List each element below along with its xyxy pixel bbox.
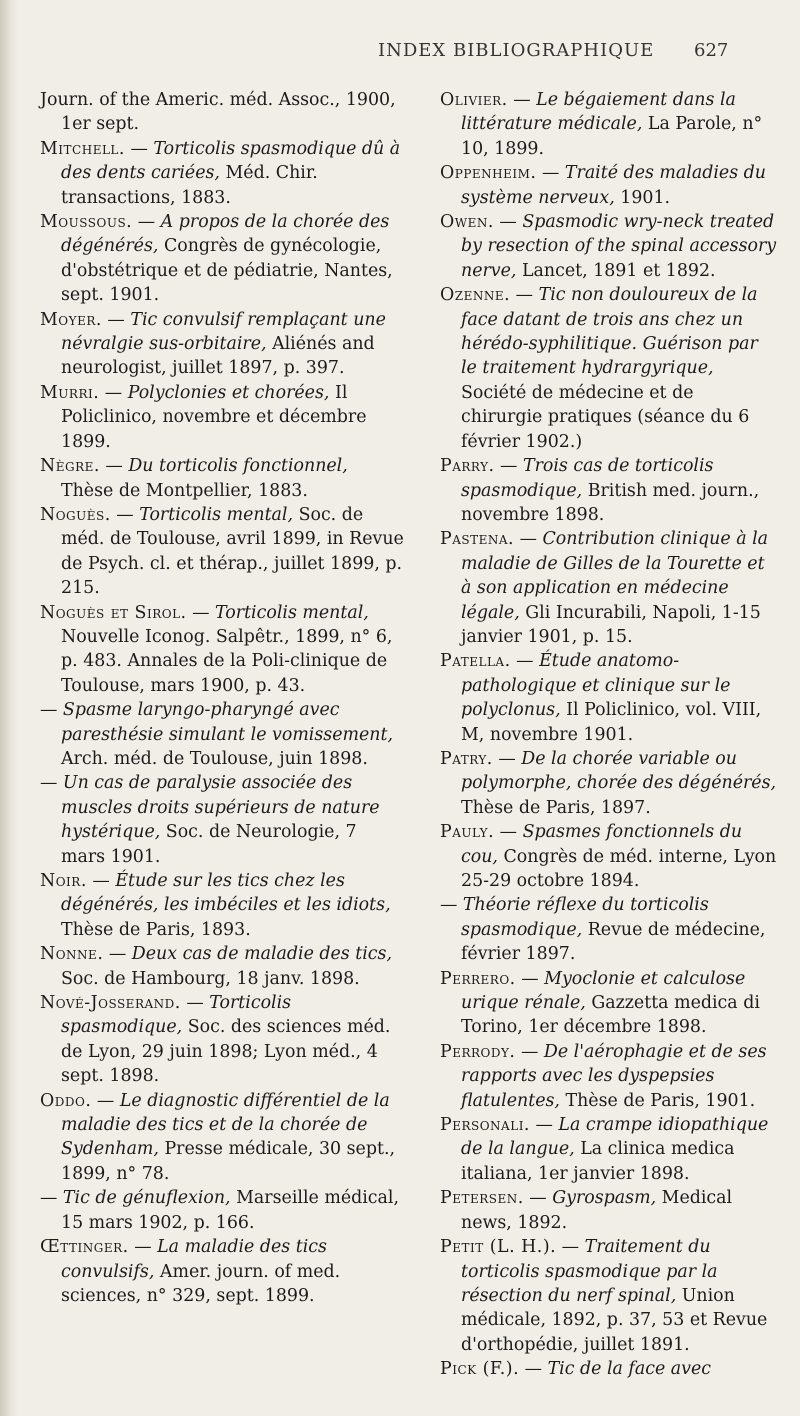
entry-title: Tic convulsif remplaçant une névralgie sus-orbitaire, (61, 309, 386, 355)
entry-title: Tic non douloureux de la face datant de trois ans chez un hérédo-syphilitique. Guérison par le traitement hydrargyrique, (461, 285, 758, 379)
bibliography-entry: Murri. — Polyclonies et chorées, Il Policlinico, novembre et décembre 1899. (40, 382, 367, 452)
entry-title: Un cas de paralysie associée des muscles droits supérieurs de nature hystérique, (61, 773, 380, 843)
entry-publication: Union médicale, 1892, p. 37, 53 et Revue d'orthopédie, juillet 1891. (461, 1285, 768, 1355)
left-column (40, 88, 405, 1308)
entry-author: Parry. (440, 456, 495, 477)
entry-title: Le diagnostic différentiel de la maladie des tics et de la chorée de Sydenham, (61, 1090, 390, 1160)
entry-title: Contribution clinique à la maladie de Gilles de la Tourette et à son application en médecine légale, (461, 529, 769, 623)
bibliography-entry: Moussous. — A propos de la chorée des dégénérés, Congrès de gynécologie, d'obstétrique et de pédiatrie, Nantes, sept. 1901. (40, 212, 393, 306)
bibliography-entry: Pick (F.). — Tic de la face avec (440, 1359, 711, 1380)
entry-author: Moyer. (40, 309, 102, 330)
entry-publication: Nouvelle Iconog. Salpêtr., 1899, n° 6, p. 483. Annales de la Poli-clinique de Toulouse, mars 1900, p. 43. (61, 626, 393, 696)
entry-author: Nové-Josserand. (40, 993, 181, 1014)
entry-publication: Lancet, 1891 et 1892. (521, 260, 716, 281)
entry-publication: Amer. journ. of med. sciences, n° 329, sept. 1899. (61, 1261, 341, 1306)
right-column (440, 88, 778, 1382)
bibliography-entry (40, 1186, 405, 1235)
bibliography-entry: Nové-Josserand. — Torticolis spasmodique, Soc. des sciences méd. de Lyon, 29 juin 1898; Lyon méd., 4 sept. 1898. (40, 993, 391, 1087)
entry-author: Patry. (440, 748, 493, 769)
entry-author: Olivier. (440, 90, 508, 110)
entry-publication: Marseille médical, 15 mars 1902, p. 166. (61, 1188, 400, 1233)
entry-publication: Congrès de méd. interne, Lyon 25-29 octobre 1894. (461, 846, 777, 891)
bibliography-entry: Olivier. — Le bégaiement dans la littérature médicale, La Parole, n° 10, 1899. (440, 90, 763, 159)
entry-author: Pastena. (440, 529, 515, 550)
entry-author: Noguès et Sirol. (40, 602, 187, 623)
entry-author: Mitchell. (40, 138, 125, 159)
entry-dash: — (40, 1188, 58, 1209)
entry-publication: Soc. de méd. de Toulouse, avril 1899, in Revue de Psych. cl. et thérap., juillet 1899, p. 215. (61, 504, 404, 599)
entry-author: Oddo. (40, 1090, 92, 1111)
entry-title: Torticolis spasmodique, (61, 993, 292, 1038)
entry-title: Torticolis spasmodique dû à des dents cariées, (61, 138, 401, 184)
bibliography-entry: Noguès et Sirol. — Torticolis mental, Nouvelle Iconog. Salpêtr., 1899, n° 6, p. 483. Annales de la Poli-clinique de Toulouse, mars 1900, p. 43. (40, 602, 393, 696)
entry-title: Polyclonies et chorées, (127, 382, 330, 403)
bibliography-entry: Pauly. — Spasmes fonctionnels du cou, Congrès de méd. interne, Lyon 25-29 octobre 1894. (440, 822, 777, 891)
entry-publication: Revue de médecine, février 1897. (461, 919, 766, 965)
entry-author: Ozenne. (440, 285, 511, 306)
entry-author: Nonne. (40, 944, 104, 965)
entry-publication: Gli Incurabili, Napoli, 1-15 janvier 1901, p. 15. (461, 602, 761, 647)
entry-title: La crampe idiopathique de la langue, (461, 1115, 769, 1160)
entry-title: Tic de génuflexion, (62, 1188, 231, 1209)
entry-publication: Presse médicale, 30 sept., 1899, n° 78. (61, 1139, 396, 1184)
entry-publication: Soc. de Hambourg, 18 janv. 1898. (61, 968, 360, 989)
entry-publication: Thèse de Paris, 1897. (461, 797, 651, 818)
bibliography-entry: Patry. — De la chorée variable ou polymorphe, chorée des dégénérés, Thèse de Paris, 1897. (440, 748, 777, 818)
entry-publication: Il Policlinico, novembre et décembre 1899. (61, 382, 367, 452)
entry-publication: Thèse de Paris, 1893. (61, 919, 251, 940)
entry-author: Noir. (40, 871, 87, 891)
entry-title: De la chorée variable ou polymorphe, chorée des dégénérés, (461, 748, 777, 794)
entry-publication: Soc. de Neurologie, 7 mars 1901. (61, 822, 357, 867)
entry-title: Du torticolis fonctionnel, (128, 456, 348, 477)
entry-title: Myoclonie et calculose urique rénale, (461, 968, 746, 1014)
entry-title: Spasmodic wry-neck treated by resection of the spinal accessory nerve, (461, 212, 777, 281)
page-binding-shadow (0, 0, 18, 1416)
entry-title: A propos de la chorée des dégénérés, (61, 212, 390, 257)
entry-publication: Aliénés and neurologist, juillet 1897, p. 397. (61, 334, 375, 379)
entry-title: Théorie réflexe du torticolis spasmodique, (461, 895, 709, 940)
page-number: 627 (694, 40, 729, 61)
entry-publication: 1901. (620, 187, 671, 208)
entry-title: Traité des maladies du système nerveux, (461, 163, 766, 208)
entry-author: Pauly. (440, 822, 495, 843)
bibliography-entry: Moyer. — Tic convulsif remplaçant une névralgie sus-orbitaire, Aliénés and neurologist, juillet 1897, p. 397. (40, 309, 386, 379)
bibliography-entry (40, 88, 405, 137)
bibliography-entry: Pastena. — Contribution clinique à la maladie de Gilles de la Tourette et à son application en médecine légale, Gli Incurabili, Napoli, 1-15 janvier 1901, p. 15. (440, 529, 769, 647)
entry-dash: — (440, 895, 458, 916)
entry-author: Moussous. (40, 212, 133, 233)
entry-author: Murri. (40, 382, 100, 403)
entry-publication: Medical news, 1892. (461, 1188, 733, 1233)
bibliography-entry: Petersen. — Gyrospasm, Medical news, 1892. (440, 1188, 733, 1233)
entry-title: Spasmes fonctionnels du cou, (461, 822, 743, 867)
bibliography-entry: Œttinger. — La maladie des tics convulsifs, Amer. journ. of med. sciences, n° 329, sept. 1899. (40, 1237, 341, 1306)
entry-title: Torticolis mental, (215, 602, 369, 623)
entry-publication: Thèse de Montpellier, 1883. (61, 480, 308, 501)
entry-title: De l'aérophagie et de ses rapports avec les dyspepsies flatulentes, (461, 1041, 767, 1111)
entry-author: Perrero. (440, 968, 516, 989)
bibliography-entry: Perrody. — De l'aérophagie et de ses rapports avec les dyspepsies flatulentes, Thèse de Paris, 1901. (440, 1041, 767, 1111)
bibliography-entry: Mitchell. — Torticolis spasmodique dû à des dents cariées, Méd. Chir. transactions, 1883. (40, 138, 401, 208)
entry-title: Torticolis mental, (139, 504, 294, 525)
entry-title: Traitement du torticolis spasmodique par la résection du nerf spinal, (461, 1237, 718, 1306)
entry-author: Patella. (440, 651, 511, 672)
entry-author: Œttinger. (40, 1237, 129, 1258)
entry-author: Oppenheim. (440, 163, 537, 184)
entry-publication: Société de médecine et de chirurgie pratiques (séance du 6 février 1902.) (461, 382, 750, 452)
bibliography-entry: Nonne. — Deux cas de maladie des tics, Soc. de Hambourg, 18 janv. 1898. (40, 944, 393, 989)
entry-author: Petit (L. H.). (440, 1237, 557, 1258)
entry-title: Le bégaiement dans la littérature médicale, (461, 90, 736, 135)
entry-publication: Méd. Chir. transactions, 1883. (61, 163, 318, 208)
entry-publication: Congrès de gynécologie, d'obstétrique et de pédiatrie, Nantes, sept. 1901. (61, 236, 393, 306)
entry-publication: Journ. of the Americ. méd. Assoc., 1900, 1er sept. (40, 90, 396, 135)
entry-author: Owen. (440, 212, 494, 233)
bibliography-entry: Oppenheim. — Traité des maladies du système nerveux, 1901. (440, 163, 766, 208)
entry-title: Tic de la face avec (547, 1359, 711, 1380)
running-header (0, 32, 800, 72)
entry-publication: La Parole, n° 10, 1899. (461, 114, 763, 159)
bibliography-entry: Patella. — Étude anatomo-pathologique et clinique sur le polyclonus, Il Policlinico, vol. VIII, M, novembre 1901. (440, 651, 762, 745)
entry-title: Étude sur les tics chez les dégénérés, les imbéciles et les idiots, (61, 871, 391, 916)
bibliography-entry: Oddo. — Le diagnostic différentiel de la maladie des tics et de la chorée de Sydenham, Presse médicale, 30 sept., 1899, n° 78. (40, 1090, 396, 1184)
entry-author: Pick (F.). (440, 1359, 520, 1380)
bibliography-entry: Owen. — Spasmodic wry-neck treated by resection of the spinal accessory nerve, Lancet, 1891 et 1892. (440, 212, 777, 281)
entry-author: Perrody. (440, 1041, 516, 1062)
entry-dash: — (40, 773, 58, 794)
bibliography-entry: Nègre. — Du torticolis fonctionnel, Thèse de Montpellier, 1883. (40, 456, 348, 501)
bibliography-entry (440, 893, 778, 966)
entry-title: Gyrospasm, (552, 1188, 657, 1209)
bibliography-entry (40, 698, 405, 771)
entry-author: Noguès. (40, 504, 111, 525)
entry-publication: Arch. méd. de Toulouse, juin 1898. (61, 748, 368, 769)
entry-title: La maladie des tics convulsifs, (61, 1237, 327, 1282)
entry-publication: Gazzetta medica di Torino, 1er décembre 1898. (461, 993, 760, 1038)
entry-publication: Il Policlinico, vol. VIII, M, novembre 1901. (461, 700, 762, 745)
bibliography-entry: Noguès. — Torticolis mental, Soc. de méd. de Toulouse, avril 1899, in Revue de Psych. cl. et thérap., juillet 1899, p. 215. (40, 504, 404, 599)
bibliography-entry: Petit (L. H.). — Traitement du torticolis spasmodique par la résection du nerf spinal, Union médicale, 1892, p. 37, 53 et Revue d'orthopédie, juillet 1891. (440, 1237, 768, 1355)
entry-author: Nègre. (40, 456, 100, 477)
entry-publication: Thèse de Paris, 1901. (565, 1090, 756, 1111)
entry-publication: La clinica medica italiana, 1er janvier 1898. (461, 1139, 735, 1184)
entry-title: Trois cas de torticolis spasmodique, (461, 456, 714, 501)
bibliography-entry: Personali. — La crampe idiopathique de la langue, La clinica medica italiana, 1er janvier 1898. (440, 1115, 769, 1184)
entry-title: Deux cas de maladie des tics, (131, 944, 393, 965)
entry-author: Petersen. (440, 1188, 524, 1209)
bibliography-entry: Parry. — Trois cas de torticolis spasmodique, British med. journ., novembre 1898. (440, 456, 760, 525)
bibliography-entry: Perrero. — Myoclonie et calculose urique rénale, Gazzetta medica di Torino, 1er décembre 1898. (440, 968, 760, 1038)
entry-title: Spasme laryngo-pharyngé avec paresthésie simulant le vomissement, (61, 700, 394, 745)
bibliography-entry (40, 771, 405, 869)
entry-author: Personali. (440, 1115, 530, 1136)
entry-dash: — (40, 700, 58, 721)
entry-title: Étude anatomo-pathologique et clinique sur le polyclonus, (461, 651, 731, 721)
bibliography-entry: Noir. — Étude sur les tics chez les dégénérés, les imbéciles et les idiots, Thèse de Paris, 1893. (40, 871, 391, 940)
header-title: INDEX BIBLIOGRAPHIQUE (378, 40, 655, 61)
entry-publication: British med. journ., novembre 1898. (461, 480, 760, 525)
bibliography-entry: Ozenne. — Tic non douloureux de la face datant de trois ans chez un hérédo-syphilitique. Guérison par le traitement hydrargyrique, Société de médecine et de chirurgie pratiques (séance du 6 février 1902.) (440, 285, 758, 452)
entry-publication: Soc. des sciences méd. de Lyon, 29 juin 1898; Lyon méd., 4 sept. 1898. (61, 1017, 391, 1087)
